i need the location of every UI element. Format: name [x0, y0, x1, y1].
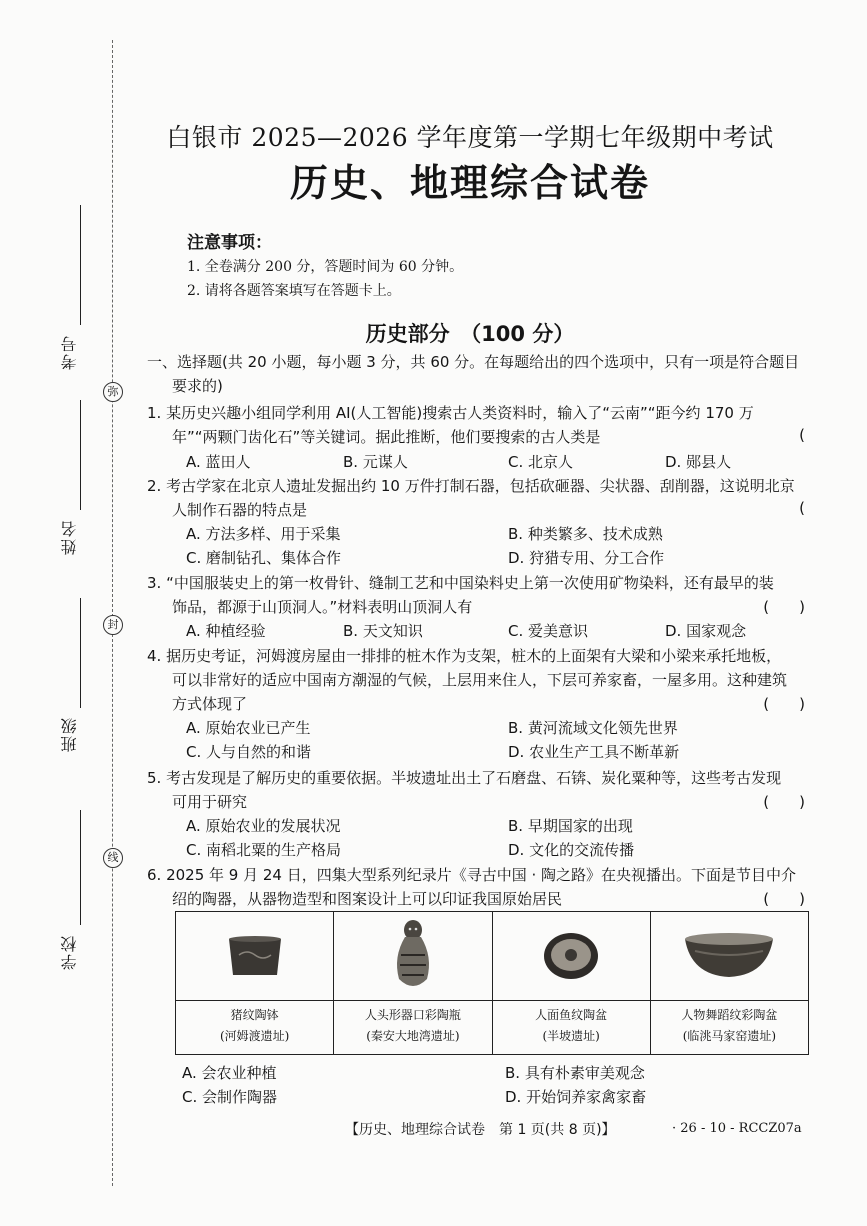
- option-d: D. 郧县人: [665, 453, 732, 471]
- pottery-name: 人头形器口彩陶瓶: [364, 1008, 461, 1022]
- pottery-site: (临洮马家窑遗址): [682, 1029, 777, 1043]
- name-blank[interactable]: [80, 400, 81, 510]
- paper-code: · 26 - 10 - RCCZ07a: [672, 1121, 802, 1136]
- question-4-stem-cont: 方式体现了: [172, 695, 248, 713]
- human-head-vase-image: [334, 912, 491, 1001]
- question-4-stem: 4. 据历史考证，河姆渡房屋由一排排的桩木作为支架，桩木的上面架有大梁和小梁来承托地板，: [147, 647, 782, 665]
- notice-title: 注意事项：: [187, 233, 272, 253]
- human-face-fish-basin-image: [493, 912, 650, 1001]
- exam-number-blank[interactable]: [80, 205, 81, 325]
- pottery-cell: [493, 912, 651, 1054]
- part-heading-cont: 要求的): [172, 377, 223, 395]
- option-c: C. 人与自然的和谐: [186, 743, 312, 761]
- pottery-site: (秦安大地湾遗址): [366, 1029, 460, 1043]
- seal-mi: 弥: [103, 382, 123, 402]
- notice-item: 1. 全卷满分 200 分，答题时间为 60 分钟。: [187, 259, 464, 275]
- option-b: B. 元谋人: [343, 453, 408, 471]
- option-d: D. 国家观念: [665, 622, 747, 640]
- question-5-stem: 5. 考古发现是了解历史的重要依据。半坡遗址出土了石磨盘、石锛、炭化粟种等，这些考古发现: [147, 769, 782, 787]
- option-b: B. 种类繁多、技术成熟: [508, 525, 663, 543]
- option-d: D. 狩猎专用、分工合作: [508, 549, 665, 567]
- pottery-name: 猪纹陶钵: [230, 1008, 279, 1022]
- question-6-stem: 6. 2025 年 9 月 24 日，四集大型系列纪录片《寻古中国 · 陶之路》在央视播出。下面是节目中介: [147, 866, 797, 884]
- option-b: B. 早期国家的出现: [508, 817, 633, 835]
- question-3-stem-cont: 饰品，都源于山顶洞人。”材料表明山顶洞人有: [172, 598, 473, 616]
- exam-number-label: 考号: [60, 334, 79, 370]
- pig-pattern-bowl-image: [176, 912, 333, 1001]
- page-footer: 【历史、地理综合试卷 第 1 页(共 8 页)】: [345, 1122, 616, 1138]
- class-label: 班级: [60, 716, 79, 752]
- question-5-stem-cont: 可用于研究: [172, 793, 248, 811]
- school-blank[interactable]: [80, 810, 81, 925]
- exam-title: 白银市 2025—2026 学年度第一学期七年级期中考试: [166, 123, 774, 152]
- option-a: A. 蓝田人: [186, 453, 251, 471]
- school-label: 学校: [60, 934, 79, 970]
- question-6-stem-cont: 绍的陶器，从器物造型和图案设计上可以印证我国原始居民: [172, 890, 563, 908]
- question-2-stem-cont: 人制作石器的特点是: [172, 501, 308, 519]
- option-a: A. 原始农业已产生: [186, 719, 311, 737]
- pottery-name: 人面鱼纹陶盆: [535, 1008, 608, 1022]
- option-a: A. 种植经验: [186, 622, 266, 640]
- notice-item: 2. 请将各题答案填写在答题卡上。: [187, 283, 401, 299]
- section-title: 历史部分 （100 分）: [365, 322, 575, 346]
- question-4-stem-cont: 可以非常好的适应中国南方潮湿的气候，上层用来住人，下层可养家畜，一屋多用。这种建筑: [172, 671, 788, 689]
- option-a: A. 原始农业的发展状况: [186, 817, 341, 835]
- seal-feng: 封: [103, 615, 123, 635]
- option-b: B. 具有朴素审美观念: [505, 1064, 645, 1082]
- pottery-site: (河姆渡遗址): [219, 1029, 290, 1043]
- option-a: A. 会农业种植: [182, 1064, 277, 1082]
- pottery-site: (半坡遗址): [542, 1029, 600, 1043]
- dancing-figures-basin-image: [651, 912, 808, 1001]
- seal-xian: 线: [103, 848, 123, 868]
- answer-paren: ( ): [763, 598, 805, 616]
- option-c: C. 爱美意识: [508, 622, 589, 640]
- pottery-name: 人物舞蹈纹彩陶盆: [681, 1008, 778, 1022]
- option-d: D. 农业生产工具不断革新: [508, 743, 680, 761]
- option-c: C. 磨制钻孔、集体合作: [186, 549, 342, 567]
- paper-title: 历史、地理综合试卷: [289, 161, 650, 205]
- pottery-cell: [651, 912, 808, 1054]
- part-heading: 一、选择题(共 20 小题，每小题 3 分，共 60 分。在每题给出的四个选项中，只有一项是符合题目: [147, 353, 800, 371]
- option-c: C. 北京人: [508, 453, 574, 471]
- pottery-cell: [176, 912, 334, 1054]
- question-1-stem: 1. 某历史兴趣小组同学利用 AI(人工智能)搜索古人类资料时，输入了“云南”“距今约 170 万: [147, 404, 754, 422]
- question-2-stem: 2. 考古学家在北京人遗址发掘出约 10 万件打制石器，包括砍砸器、尖状器、刮削器，这说明北京: [147, 477, 795, 495]
- option-a: A. 方法多样、用于采集: [186, 525, 341, 543]
- option-b: B. 黄河流域文化领先世界: [508, 719, 678, 737]
- question-1-stem-cont: 年”“两颗门齿化石”等关键词。据此推断，他们要搜索的古人类是: [172, 428, 601, 446]
- option-c: C. 会制作陶器: [182, 1088, 278, 1106]
- name-label: 姓名: [60, 519, 79, 555]
- pottery-table: [175, 911, 809, 1055]
- option-b: B. 天文知识: [343, 622, 423, 640]
- pottery-cell: [334, 912, 492, 1054]
- answer-paren: (: [799, 499, 805, 517]
- answer-paren: ( ): [763, 695, 805, 713]
- answer-paren: ( ): [763, 890, 805, 908]
- option-d: D. 文化的交流传播: [508, 841, 635, 859]
- question-3-stem: 3. “中国服装史上的第一枚骨针、缝制工艺和中国染料史上第一次使用矿物染料，还有最早的装: [147, 574, 774, 592]
- answer-paren: ( ): [763, 793, 805, 811]
- class-blank[interactable]: [80, 598, 81, 708]
- option-d: D. 开始饲养家禽家畜: [505, 1088, 647, 1106]
- answer-paren: (: [799, 426, 805, 444]
- option-c: C. 南稻北粟的生产格局: [186, 841, 342, 859]
- binding-dashed-line: [112, 40, 113, 1186]
